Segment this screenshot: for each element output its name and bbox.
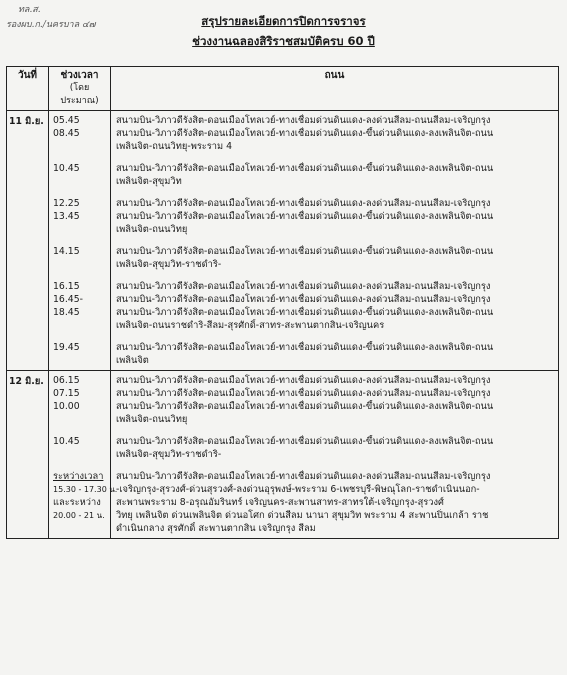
time-value: 16.45-	[53, 294, 83, 305]
traffic-closure-table	[6, 66, 559, 539]
route-line: สนามบิน-วิภาวดีรังสิต-ดอนเมืองโทลเวย์-ทางเชื่อมด่วนดินแดง-ขึ้นด่วนดินแดง-ลงเพลินจิต-ถนน	[116, 211, 494, 222]
route-line: สนามบิน-วิภาวดีรังสิต-ดอนเมืองโทลเวย์-ทางเชื่อมด่วนดินแดง-ขึ้นด่วนดินแดง-ลงเพลินจิต-ถนน	[116, 246, 494, 257]
date-cell: 11 มิ.ย.	[7, 111, 49, 371]
route-line: สนามบิน-วิภาวดีรังสิต-ดอนเมืองโทลเวย์-ทางเชื่อมด่วนดินแดง-ขึ้นด่วนดินแดง-ลงเพลินจิต-ถนน	[116, 436, 494, 447]
route-line: สนามบิน-วิภาวดีรังสิต-ดอนเมืองโทลเวย์-ทางเชื่อมด่วนดินแดง-ขึ้นด่วนดินแดง-ลงเพลินจิต-ถนน	[116, 401, 494, 412]
time-value: 07.15	[53, 388, 80, 399]
route-line: สนามบิน-วิภาวดีรังสิต-ดอนเมืองโทลเวย์-ทางเชื่อมด่วนดินแดง-ขึ้นด่วนดินแดง-ลงเพลินจิต-ถนน	[116, 128, 494, 139]
handwritten-note: ทล.ส.	[18, 5, 41, 15]
route-line: สะพานพระราม 8-อรุณอัมรินทร์ เจริญนคร-สะพานสาทร-สาทรใต้-เจริญกรุง-สุรวงศ์	[116, 497, 444, 508]
time-value	[53, 258, 106, 271]
route-line: เพลินจิต	[116, 355, 149, 366]
time-value	[53, 223, 106, 236]
route-line: เพลินจิต-ถนนวิทยุ	[116, 414, 188, 425]
route-line: สนามบิน-วิภาวดีรังสิต-ดอนเมืองโทลเวย์-ทางเชื่อมด่วนดินแดง-ขึ้นด่วนดินแดง-ลงเพลินจิต-ถนน	[116, 307, 494, 318]
time-value: 05.45	[53, 115, 80, 126]
time-value	[53, 448, 106, 461]
route-line: สนามบิน-วิภาวดีรังสิต-ดอนเมืองโทลเวย์-ทางเชื่อมด่วนดินแดง-ลงด่วนสีลม-ถนนสีลม-เจริญกรุง	[116, 115, 491, 126]
table-header-row	[7, 67, 559, 111]
header-route: ถนน	[111, 67, 559, 111]
time-value: 16.15	[53, 281, 80, 292]
time-value: 08.45	[53, 128, 80, 139]
header-time: ช่วงเวลา (โดยประมาณ)	[49, 67, 111, 111]
time-cell	[49, 371, 118, 539]
route-line: เพลินจิต-สุขุมวิท	[116, 176, 182, 187]
time-range-label: ระหว่างเวลา	[53, 471, 104, 482]
route-line: ดำเนินกลาง สุรศักดิ์ สะพานตากสิน เจริญกรุง สีลม	[116, 523, 316, 534]
handwritten-note: รองผบ.ก./นครบาล ๔๗	[6, 20, 96, 30]
route-cell	[111, 371, 559, 539]
time-range: 15.30 - 17.30 น.	[53, 485, 118, 494]
route-line: เพลินจิต-สุขุมวิท-ราชดำริ-	[116, 259, 222, 270]
route-cell	[111, 111, 559, 371]
time-value: 18.45	[53, 307, 80, 318]
route-line: วิทยุ เพลินจิต ด่วนเพลินจิต ด่วนอโศก ด่วนสีลม นานา สุขุมวิท พระราม 4 สะพานปิ่นเกล้า ราช	[116, 510, 489, 521]
time-value	[53, 319, 106, 332]
route-line: สนามบิน-วิภาวดีรังสิต-ดอนเมืองโทลเวย์-ทางเชื่อมด่วนดินแดง-ลงด่วนสีลม-ถนนสีลม-เจริญกรุง	[116, 471, 491, 482]
route-line: เพลินจิต-ถนนวิทยุ-พระราม 4	[116, 141, 233, 152]
time-value	[53, 354, 106, 367]
time-value: 10.45	[53, 436, 80, 447]
time-value: 12.25	[53, 198, 80, 209]
header-day: วันที่	[7, 67, 49, 111]
route-line: เพลินจิต-ถนนราชดำริ-สีลม-สุรศักดิ์-สาทร-สะพานตากสิน-เจริญนคร	[116, 320, 385, 331]
route-line: -เจริญกรุง-สุรวงศ์-ด่วนสุรวงศ์-ลงด่วนอุรุพงษ์-พระราม 6-เพชรบุรี-พิษณุโลก-ราชดำเนินนอก-	[116, 484, 480, 495]
table-row	[7, 111, 559, 371]
route-line: สนามบิน-วิภาวดีรังสิต-ดอนเมืองโทลเวย์-ทางเชื่อมด่วนดินแดง-ลงด่วนสีลม-ถนนสีลม-เจริญกรุง	[116, 375, 491, 386]
time-value: 14.15	[53, 246, 80, 257]
route-line: สนามบิน-วิภาวดีรังสิต-ดอนเมืองโทลเวย์-ทางเชื่อมด่วนดินแดง-ลงด่วนสีลม-ถนนสีลม-เจริญกรุง	[116, 294, 491, 305]
time-value	[53, 413, 106, 426]
route-line: สนามบิน-วิภาวดีรังสิต-ดอนเมืองโทลเวย์-ทางเชื่อมด่วนดินแดง-ลงด่วนสีลม-ถนนสีลม-เจริญกรุง	[116, 281, 491, 292]
time-value	[53, 175, 106, 188]
page-subtitle: ช่วงงานฉลองสิริราชสมบัติครบ 60 ปี	[192, 34, 375, 48]
time-range-join: และระหว่าง	[53, 497, 101, 508]
time-value	[53, 140, 106, 153]
route-line: สนามบิน-วิภาวดีรังสิต-ดอนเมืองโทลเวย์-ทางเชื่อมด่วนดินแดง-ขึ้นด่วนดินแดง-ลงเพลินจิต-ถนน	[116, 342, 494, 353]
route-line: สนามบิน-วิภาวดีรังสิต-ดอนเมืองโทลเวย์-ทางเชื่อมด่วนดินแดง-ขึ้นด่วนดินแดง-ลงเพลินจิต-ถนน	[116, 163, 494, 174]
time-value: 10.45	[53, 163, 80, 174]
time-range: 20.00 - 21 น.	[53, 511, 105, 520]
time-value: 06.15	[53, 375, 80, 386]
route-line: เพลินจิต-ถนนวิทยุ	[116, 224, 188, 235]
route-line: สนามบิน-วิภาวดีรังสิต-ดอนเมืองโทลเวย์-ทางเชื่อมด่วนดินแดง-ลงด่วนสีลม-ถนนสีลม-เจริญกรุง	[116, 198, 491, 209]
time-cell	[49, 111, 111, 371]
route-line: สนามบิน-วิภาวดีรังสิต-ดอนเมืองโทลเวย์-ทางเชื่อมด่วนดินแดง-ลงด่วนสีลม-ถนนสีลม-เจริญกรุง	[116, 388, 491, 399]
header-time-sub: (โดยประมาณ)	[60, 83, 99, 106]
page-title: สรุปรายละเอียดการปิดการจราจร	[201, 14, 366, 28]
table-row	[7, 371, 559, 539]
route-line: เพลินจิต-สุขุมวิท-ราชดำริ-	[116, 449, 222, 460]
time-value: 13.45	[53, 211, 80, 222]
time-value: 19.45	[53, 342, 80, 353]
date-cell: 12 มิ.ย.	[7, 371, 49, 539]
time-value: 10.00	[53, 401, 80, 412]
